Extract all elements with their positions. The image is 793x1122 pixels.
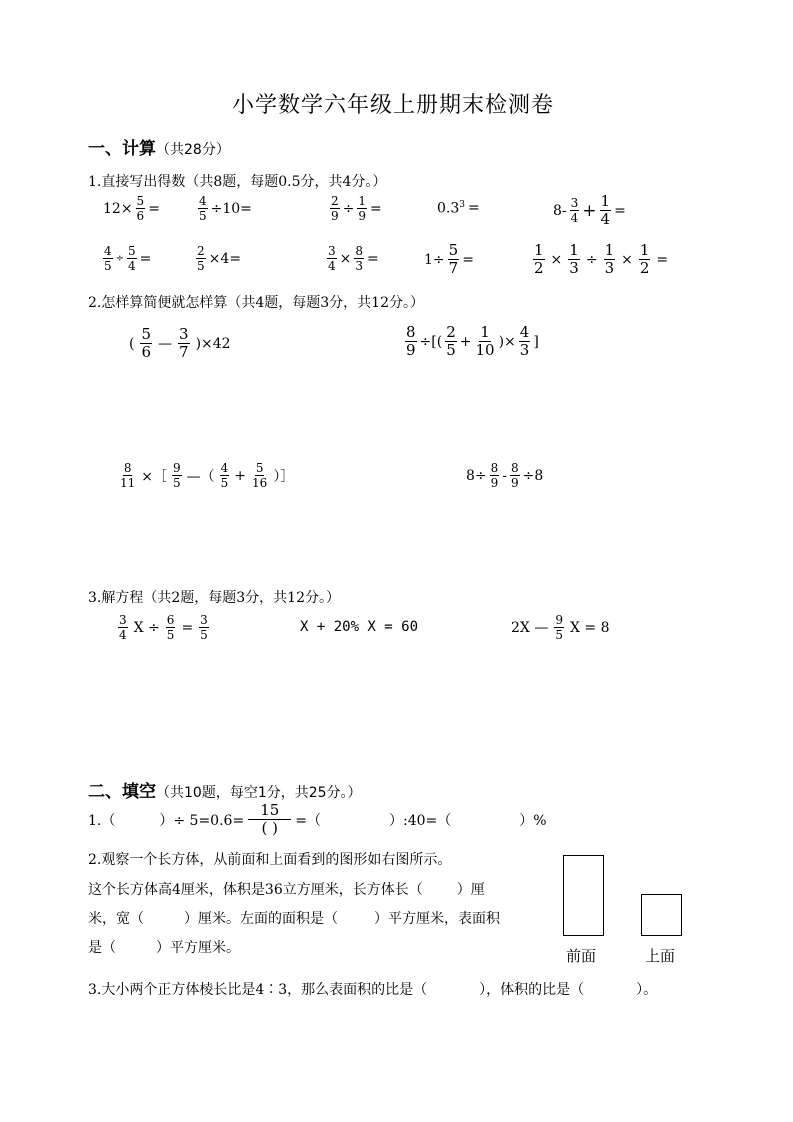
fill-1-blank-2[interactable]: ( )	[261, 819, 278, 837]
q1-r2-e3: $\frac{3}{4}$ × $\frac{8}{3}$ =	[328, 244, 379, 273]
q1-label: 1.直接写出得数（共8题，每题0.5分，共4分。）	[88, 174, 387, 190]
q1-r1-e4: $0.3^3$ =	[437, 200, 480, 217]
q2-label: 2.怎样算简便就怎样算（共4题，每题3分，共12分。）	[88, 295, 424, 311]
fill-2-line-1: 2.观察一个长方体，从前面和上面看到的图形如右图所示。	[88, 852, 452, 868]
fill-2-line-2: 这个长方体高4厘米，体积是36立方厘米，长方体长（ ）厘	[88, 882, 485, 898]
front-view-rectangle	[563, 855, 604, 936]
front-view-label: 前面	[566, 947, 597, 965]
page-title: 小学数学六年级上册期末检测卷	[232, 93, 555, 118]
q2-e1: ( $\frac{5}{6}$ — $\frac{3}{7}$ )×42	[129, 325, 231, 361]
fill-3: 3.大小两个正方体棱长比是4∶3，那么表面积的比是（ ），体积的比是（ ）。	[88, 982, 658, 998]
fill-2-line-4: 是（ ）平方厘米。	[88, 940, 240, 956]
q1-r2-e1: $\frac{4}{5}$ ÷ $\frac{5}{4}$ =	[104, 244, 152, 273]
q3-e2: X + 20% X = 60	[300, 619, 419, 635]
q1-r1-e5: 8- $\frac{3}{4}$ + $\frac{1}{4}$ =	[553, 192, 626, 228]
section-2-heading	[88, 777, 362, 802]
top-view-square	[641, 894, 682, 936]
q2-e2: $\frac{8}{9}$ ÷[( $\frac{2}{5}$ + $\frac{1}{10}$ )× $\frac{4}{3}$ ]	[406, 323, 539, 359]
q3-e1: $\frac{3}{4}$ X ÷ $\frac{6}{5}$ = $\frac{3}{5}$	[119, 613, 208, 642]
section-1-note: （共28分）	[156, 142, 230, 158]
top-view-label: 上面	[645, 947, 676, 965]
section-2-note: （共10题，每空1分，共25分。）	[156, 785, 362, 801]
q2-e3: $\frac{8}{11}$ ×［ $\frac{9}{5}$ —（ $\frac{4}{5}$ + $\frac{5}{16}$ ）］	[120, 461, 295, 490]
section-2-title: 二、填空	[88, 782, 156, 802]
q1-r2-e5: $\frac{1}{2}$ × $\frac{1}{3}$ ÷ $\frac{1}{3}$ × $\frac{1}{2}$ =	[534, 241, 669, 277]
section-1-heading	[88, 134, 230, 159]
fill-1: 1.（ ）÷ 5=0.6= $\frac{15}{( )}$ =（ ）:40=（ ）%	[88, 801, 547, 837]
q3-e3: 2X — $\frac{9}{5}$ X = 8	[511, 613, 610, 642]
q3-label: 3.解方程（共2题，每题3分，共12分。）	[88, 590, 340, 606]
section-1-title: 一、计算	[88, 139, 156, 159]
q1-r1-e1: 12× $\frac{5}{6}$ =	[103, 194, 160, 223]
q1-r1-e2: $\frac{4}{5}$ ÷10=	[199, 194, 252, 223]
q1-r2-e4: 1÷ $\frac{5}{7}$ =	[424, 241, 474, 277]
q1-r1-e3: $\frac{2}{9}$ ÷ $\frac{1}{9}$ =	[331, 194, 382, 223]
q2-e4: 8÷ $\frac{8}{9}$ - $\frac{8}{9}$ ÷8	[466, 461, 544, 490]
fill-2-line-3: 米，宽（ ）厘米。左面的面积是（ ）平方厘米，表面积	[88, 911, 500, 927]
q1-r2-e2: $\frac{2}{5}$ ×4=	[197, 244, 242, 273]
